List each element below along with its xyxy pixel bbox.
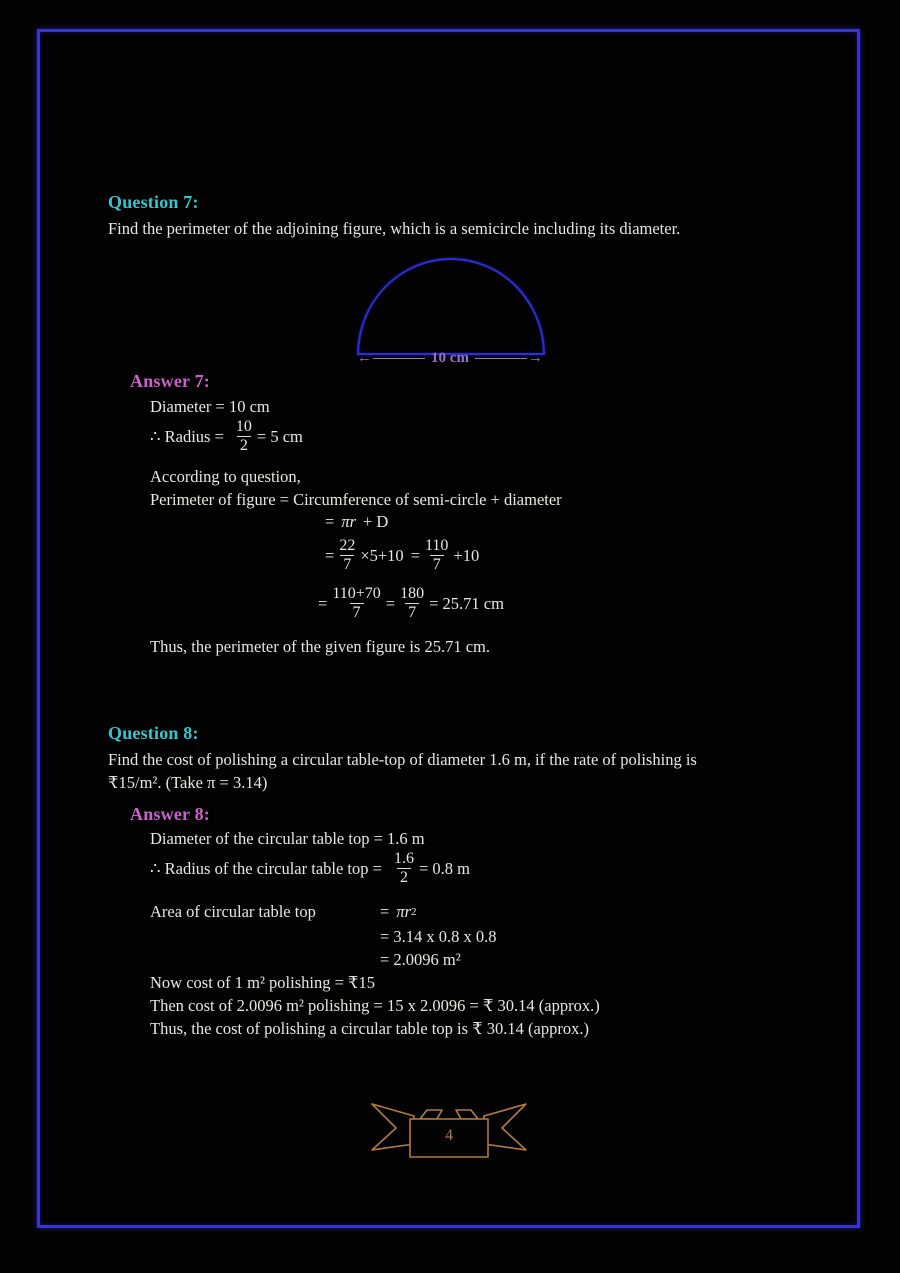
- fraction-numerator: 10: [235, 418, 252, 435]
- answer-7-heading: Answer 7:: [130, 371, 210, 391]
- answer-8-conclusion: Thus, the cost of polishing a circular table top is ₹ 30.14 (approx.): [150, 1019, 589, 1038]
- answer-8-radius-line: [150, 850, 470, 888]
- fraction-110plus70-7: [332, 585, 380, 623]
- answer-7-conclusion: Thus, the perimeter of the given figure is 25.71 cm.: [150, 637, 490, 656]
- answer-7-equation-2: [325, 537, 479, 575]
- fraction-numerator: 110+70: [332, 585, 381, 602]
- ribbon-right-fold: [456, 1110, 478, 1119]
- equals-sign: =: [410, 545, 420, 565]
- fraction-180-7: [400, 585, 424, 623]
- fraction-22-7: [339, 537, 355, 575]
- fraction-numerator: 180: [400, 585, 425, 602]
- fraction-denominator: 7: [350, 603, 364, 622]
- radius-tail: = 5 cm: [256, 426, 303, 446]
- answer-7-diameter-line: Diameter = 10 cm: [150, 397, 270, 416]
- equals-sign: =: [325, 512, 335, 531]
- fraction-numerator: 110: [425, 537, 449, 554]
- question-8-text-line2: ₹15/m². (Take π = 3.14): [108, 773, 268, 792]
- question-8-heading: Question 8:: [108, 723, 199, 743]
- answer-8-cost-line2: Then cost of 2.0096 m² polishing = 15 x 2.0096 = ₹ 30.14 (approx.): [150, 996, 600, 1015]
- page-number: 4: [445, 1127, 453, 1144]
- dimension-label: 10 cm: [431, 350, 469, 366]
- radius-lead: ∴ Radius =: [150, 426, 224, 446]
- answer-8-diameter-line: Diameter of the circular table top = 1.6 m: [150, 829, 425, 848]
- diameter-dimension: [357, 350, 543, 367]
- equation-tail: +10: [453, 545, 480, 565]
- equals-sign: =: [385, 593, 396, 613]
- answer-8-area-eq1: [380, 902, 417, 922]
- fraction-denominator: 7: [340, 555, 354, 574]
- fraction-110-7: [425, 537, 448, 575]
- pi-r-term: πr: [341, 512, 356, 531]
- answer-8-area-label: Area of circular table top: [150, 902, 316, 921]
- answer-7-perimeter-line: Perimeter of figure = Circumference of semi-circle + diameter: [150, 490, 562, 509]
- arrow-left-icon: ←: [357, 350, 372, 366]
- answer-8-area-eq3: = 2.0096 m²: [380, 950, 461, 969]
- radius-tail: = 0.8 m: [418, 858, 470, 878]
- answer-7-equation-1: [325, 512, 388, 532]
- fraction-denominator: 7: [405, 603, 419, 622]
- radius-lead: ∴ Radius of the circular table top =: [150, 858, 382, 878]
- question-7-heading: Question 7:: [108, 192, 199, 212]
- equation-tail: = 25.71 cm: [429, 593, 504, 613]
- arrow-right-icon: →: [528, 350, 543, 366]
- fraction-numerator: 1.6: [393, 850, 414, 867]
- equation-tail: + D: [363, 512, 389, 531]
- fraction-10-2: [236, 418, 252, 456]
- fraction-numerator: 22: [339, 537, 356, 554]
- fraction-1.6-2: [394, 850, 414, 888]
- equals-sign: =: [318, 593, 328, 613]
- answer-7-according-line: According to question,: [150, 467, 301, 486]
- answer-7-radius-line: [150, 418, 303, 456]
- ribbon-left-fold: [420, 1110, 442, 1119]
- equals-sign: =: [380, 902, 390, 921]
- equation-middle: ×5+10: [360, 545, 404, 565]
- dimension-line-right: [475, 358, 527, 359]
- fraction-denominator: 7: [430, 555, 444, 574]
- answer-7-equation-3: [318, 585, 504, 623]
- ribbon-right-wing: [484, 1104, 526, 1150]
- pi-r-term: πr: [396, 902, 411, 921]
- dimension-line-left: [373, 358, 425, 359]
- fraction-denominator: 2: [397, 868, 411, 887]
- fraction-denominator: 2: [237, 436, 251, 455]
- answer-8-heading: Answer 8:: [130, 804, 210, 824]
- question-7-text: Find the perimeter of the adjoining figure, which is a semicircle including its diameter.: [108, 219, 681, 238]
- answer-8-area-eq2: = 3.14 x 0.8 x 0.8: [380, 927, 497, 946]
- answer-8-cost-line1: Now cost of 1 m² polishing = ₹15: [150, 973, 376, 992]
- exponent: 2: [411, 906, 417, 918]
- question-8-text-line1: Find the cost of polishing a circular table-top of diameter 1.6 m, if the rate of polishing is: [108, 750, 697, 769]
- equals-sign: =: [325, 545, 335, 565]
- ribbon-left-wing: [372, 1104, 414, 1150]
